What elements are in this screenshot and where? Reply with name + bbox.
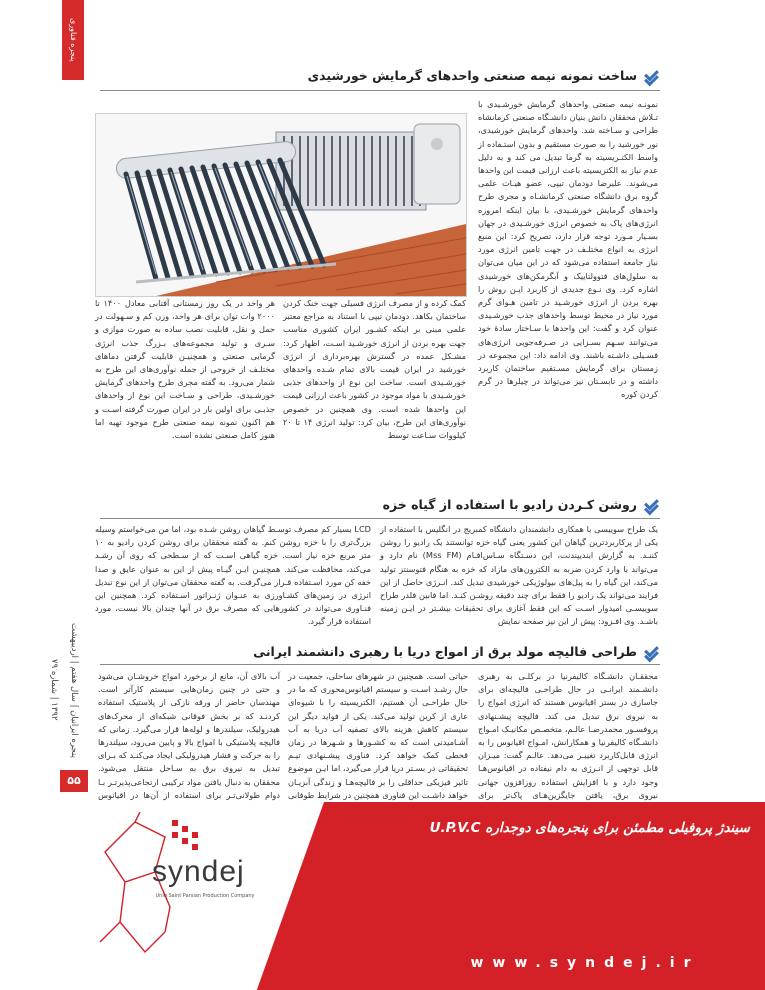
section3-col2: حیاتی است. همچنین در شهرهای ساحلی، جمعیت در حال رشـد اسـت و سیستم اقیانوس‌محوری که ما در حال طراحـی آن هستیم، الکتریسیته را با شیوه‌ای عاری از کربن تولید می‌کند. یکی از فواید دیگر این سیستم کاهش هزینه بالای تصفیه آب دریا به آب آشـامیدنی است که به کشـورها و شـهرها در زمان قحطی کمک خواهد کرد. فناوری پیشـنهادی تیـم تحقیقاتی در بسـتر دریا قرار می‌گیرد، اما ایـن موضوع تاثیر فیزیکی حداقلی را بر فالیچه‌هـا و زندگی آبزیـان خواهد داشـت این فناوری همچنین در شرایط طوفانی xyxy=(288,671,468,800)
section3-title: طراحی فالیچه مولد برق از امواج دریا با رهبری دانشمند ایرانی xyxy=(97,644,657,660)
section3-col3: آب بالای آن، مانع از برخورد امواج خروشـان می‌شود و حتی در چنین زمان‌هایی سیستم کارآتر است. مهندسان حاضر از ورقه نازکی از پلاستیک استفاده کردنـد که بر بخش فوقانی شبکه‌ای از محرک‌های هیدرولیک، سیلندرها و لوله‌ها قرار می‌گیرد. زمانی که فالیچه پلاستیکی با امواج بالا و پایین می‌رود، سیلندرها را به حرکت و فشار هیدرولیکی ایجاد می‌کنـد که بـرای تبدیل به نیروی برق به سـاحل منتقل می‌شود. محققان به دنبال یافتن مواد ترکیبی ارتجاعی‌پذیرتـر بـا دوام طولانی‌تـر برای استفاده از آن‌ها در اقیانوس xyxy=(98,671,280,800)
section1-left-column: هر واحد در یک روز زمستانی آفتابی معادل ۱۴۰۰ تا ۲۰۰۰ وات توان برای هر واحد، وزن کم و سـهولت در حمل و نقل، قابلیت نصب ساده به صورت موازی و سـری و تولید مجموعه‌های بـزرگ جذب انرژی گرمایی صنعتی و همچنیـن قابلیت گرفتن دماهای مختلـف از خروجی از جمله نوآوری‌های این طرح به شمار می‌رود. به گفته مجری طرح واحدهای گرمایش خورشـیدی، طراحی و سـاخت این نوع از واحدهای جذبـی برای اولین بار در ایران صورت گرفته اسـت و هم اکنون نمونه نیمه صنعتی طرح موجود تهیه اما هنوز کامل صنعتی نشده است. xyxy=(95,298,275,441)
footer-url[interactable]: www.syndej.ir xyxy=(470,955,700,971)
section1-rule xyxy=(100,90,660,91)
footer-slogan: سیندژ پروفیلی مطمئن برای پنجره‌های دوجداره U.P.V.C xyxy=(429,820,750,836)
double-chevron-icon xyxy=(643,499,657,513)
section-tab-label: پنجره فناوری xyxy=(69,18,78,62)
syndej-logo-mark-icon xyxy=(170,818,200,854)
section1-right-column: نمونـه نیمه صنعتی واحدهای گرمایش خورشـیدی با تـلاش محققان دانش بنیان دانشـگاه صنعتی کرمانشاه طراحی و سـاخته شد. واحدهای گرمایش خورشیدی، نور خورشید را به صورت مستقیم و بدون استـفاده از واسط الکتـریسیته به گرما تبدیل می کند و به دلیل عدم نیاز به الکتریسیته باعث ارزانی قیمت این واحدها می‌شوند. علیرضا دودمان تیپی، عضو هیـات علمی گروه برق دانشگاه صنعتی کرمانشـاه و مجری طرح واحدهای گرمایش خورشـیدی، با بیان اینکه امروزه انرژی‌های پاک به خصوص انرژی خورشـیدی در جهان بسـیار مـورد توجه قرار دارد، تصریح کرد: این منبع انرژی به انواع مختلـف در جهت تامین انرژی مورد نیاز جامعه استفاده می‌شود که در این میان می‌توان به سلول‌های فتوولتاییک و آبگرمکن‌های خورشیدی اشاره کرد. وی نـوع جدیدی از کاربرد ایـن روش را بهره بردن از انرژی خورشـید در تامین هـوای گرم مورد نیاز در محیط توسط واحدهای جذب خورشـیدی عنوان کرد و گفت: این واحدها با سـاختار سادهٔ خود می‌توانند سـهم بسـزایی در صـرفه‌جویی انرژی‌های فسـیلی داشـته باشند. وی ادامه داد: این مجموعه در زمستان برای گرمایش مسـتقیم ساختمان کاربرد داشته و در تابسـتان نیز می‌تواند در چیلرها در گرم کردن کوره xyxy=(478,99,658,400)
section2-title: روشن کـردن رادیو با استفاده از گیاه خزه xyxy=(97,497,657,513)
double-chevron-icon xyxy=(643,70,657,84)
brand-logo-word: syndej xyxy=(152,855,245,888)
section3-col1: محققـان دانشـگاه کالیفرنیا در برکلـی به رهبری دانشـمند ایرانـی در حال طراحـی فالیچه‌ای برای جاسازی در بستر اقیانوس هستند که انرژی امواج را به نیروی برق تبدیل می کند. فالیچه پیشـنهادی پروفسـور محمدرضـا عالـم، متخصـص مکانیـک امـواج دانشـگاه کالیفرنیا و همکارانش، امـواج اقیانوس را به انرژی قابل‌کاربرد تغییـر می‌دهد. عالـم گفت: میـزان قابل توجهی از انـرژی به دام نیفتاده در اقیانوس‌هـا وجود دارد و با افزایش استفاده روزافزون جهانی نیروی برق، یافتن جایگزین‌هـای پاک‌تر برای xyxy=(478,671,658,800)
section1-title: ساخت نمونه نیمه صنعتی واحدهای گرمایش خورشیدی xyxy=(97,68,657,84)
section2-right-column: یک طراح سوییسی با همکاری دانشمندان دانشگاه کمبریج در انگلیس با استفاده از یکی از پرکاربردترین گیاهان این کشور یعنی گیاه خزه توانستند یک رادیو را روشن کننـد. به گزارش ایندیپندنت، این دسـتگاه سـاس‌افـام (Mss FM) نام دارد و می‌تواند با وارد کردن ضربه به الکترون‌های مازاد که خزه به هنگام فتوسنتز تولید می‌کند، این گیاه را به پیل‌های بیولوژیکی خورشیدی تبدیل کند. انـرژی حاصل از این فرایند می‌تواند یک رادیو را فقط برای چند دقیقه روشـن کنـد. اما فابین فلدر طراح سوییسـی امیدوار اسـت که این فقط آغازی برای تحقیقات بیشـتر در ایـن زمینه باشـد. وی افـزود: پیش از این نیز صفحه نمایش xyxy=(380,524,658,627)
solar-heater-photo xyxy=(95,113,467,297)
issue-info: پنجره ایرانیان | سال هفتم | اردیبهشت ۱۳۹۲ | شماره ۷۹ xyxy=(49,622,79,758)
section2-left-column: LCD بسیار کم مصرف توسـط گیاهان روشن شـده بود، اما من می‌خواستم وسیله بزرگ‌تری را با خزه روشن کنم. به گفته محققان برای روشن کردن رادیو به ۱۰ متر مربع خزه نیاز است. خزه گیاهی اسـت که از سـطحی که روی آن رشـد می‌کند، محافظت می‌کند. همچنیـن ایـن گیـاه پیش از این به عنوان عایق و صدا خفه کن مورد اسـتفاده قـرار می‌گرفت. به گفته محققان می‌توان از این نوع تبدیل انرژی در زمین‌های کشـاورزی به عنـوان ژنـراتور اسـتفاده کرد. همچنین این فنـاوری می‌تواند در کشورهایی که مصرف برق در آنها چندان بالا نیست، مورد استفاده قرار گیرد. xyxy=(95,524,371,627)
page-number: ۵۵ xyxy=(60,770,88,792)
section2-rule xyxy=(100,518,660,519)
brand-tagline: Uniq Saint Parsian Production Company xyxy=(155,893,255,899)
solar-collectors-illustration xyxy=(96,114,466,296)
section1-middle-column: کمک کرده و از مصرف انرژی فسیلی جهت خنک کردن ساختمان بکاهد. دودمان تیپی با استناد به مراجع معتبر علمی مبنی بر اینکه کشـور ایران کشوری مناسب جهت بهره بردن از انرژی خورشـید اسـت، اظهار کرد: مشـکل عمده در گسترش بهره‌برداری از انرژی خورشید در ایران قیمت بالای تمام شـده واحدهای خورشـیدی است. ساخت این نوع از واحدهای جذبی خورشـیدی با مواد موجود در کشور باعث ارزانی قیمت این واحدها شده است. وی همچنین در خصوص نوآوری‌های این طرح، بیان کرد: تولید انرژی ۱۴ تا ۲۰ کیلووات سـاعت توسط xyxy=(283,298,466,441)
section3-rule xyxy=(100,664,660,665)
double-chevron-icon xyxy=(643,646,657,660)
